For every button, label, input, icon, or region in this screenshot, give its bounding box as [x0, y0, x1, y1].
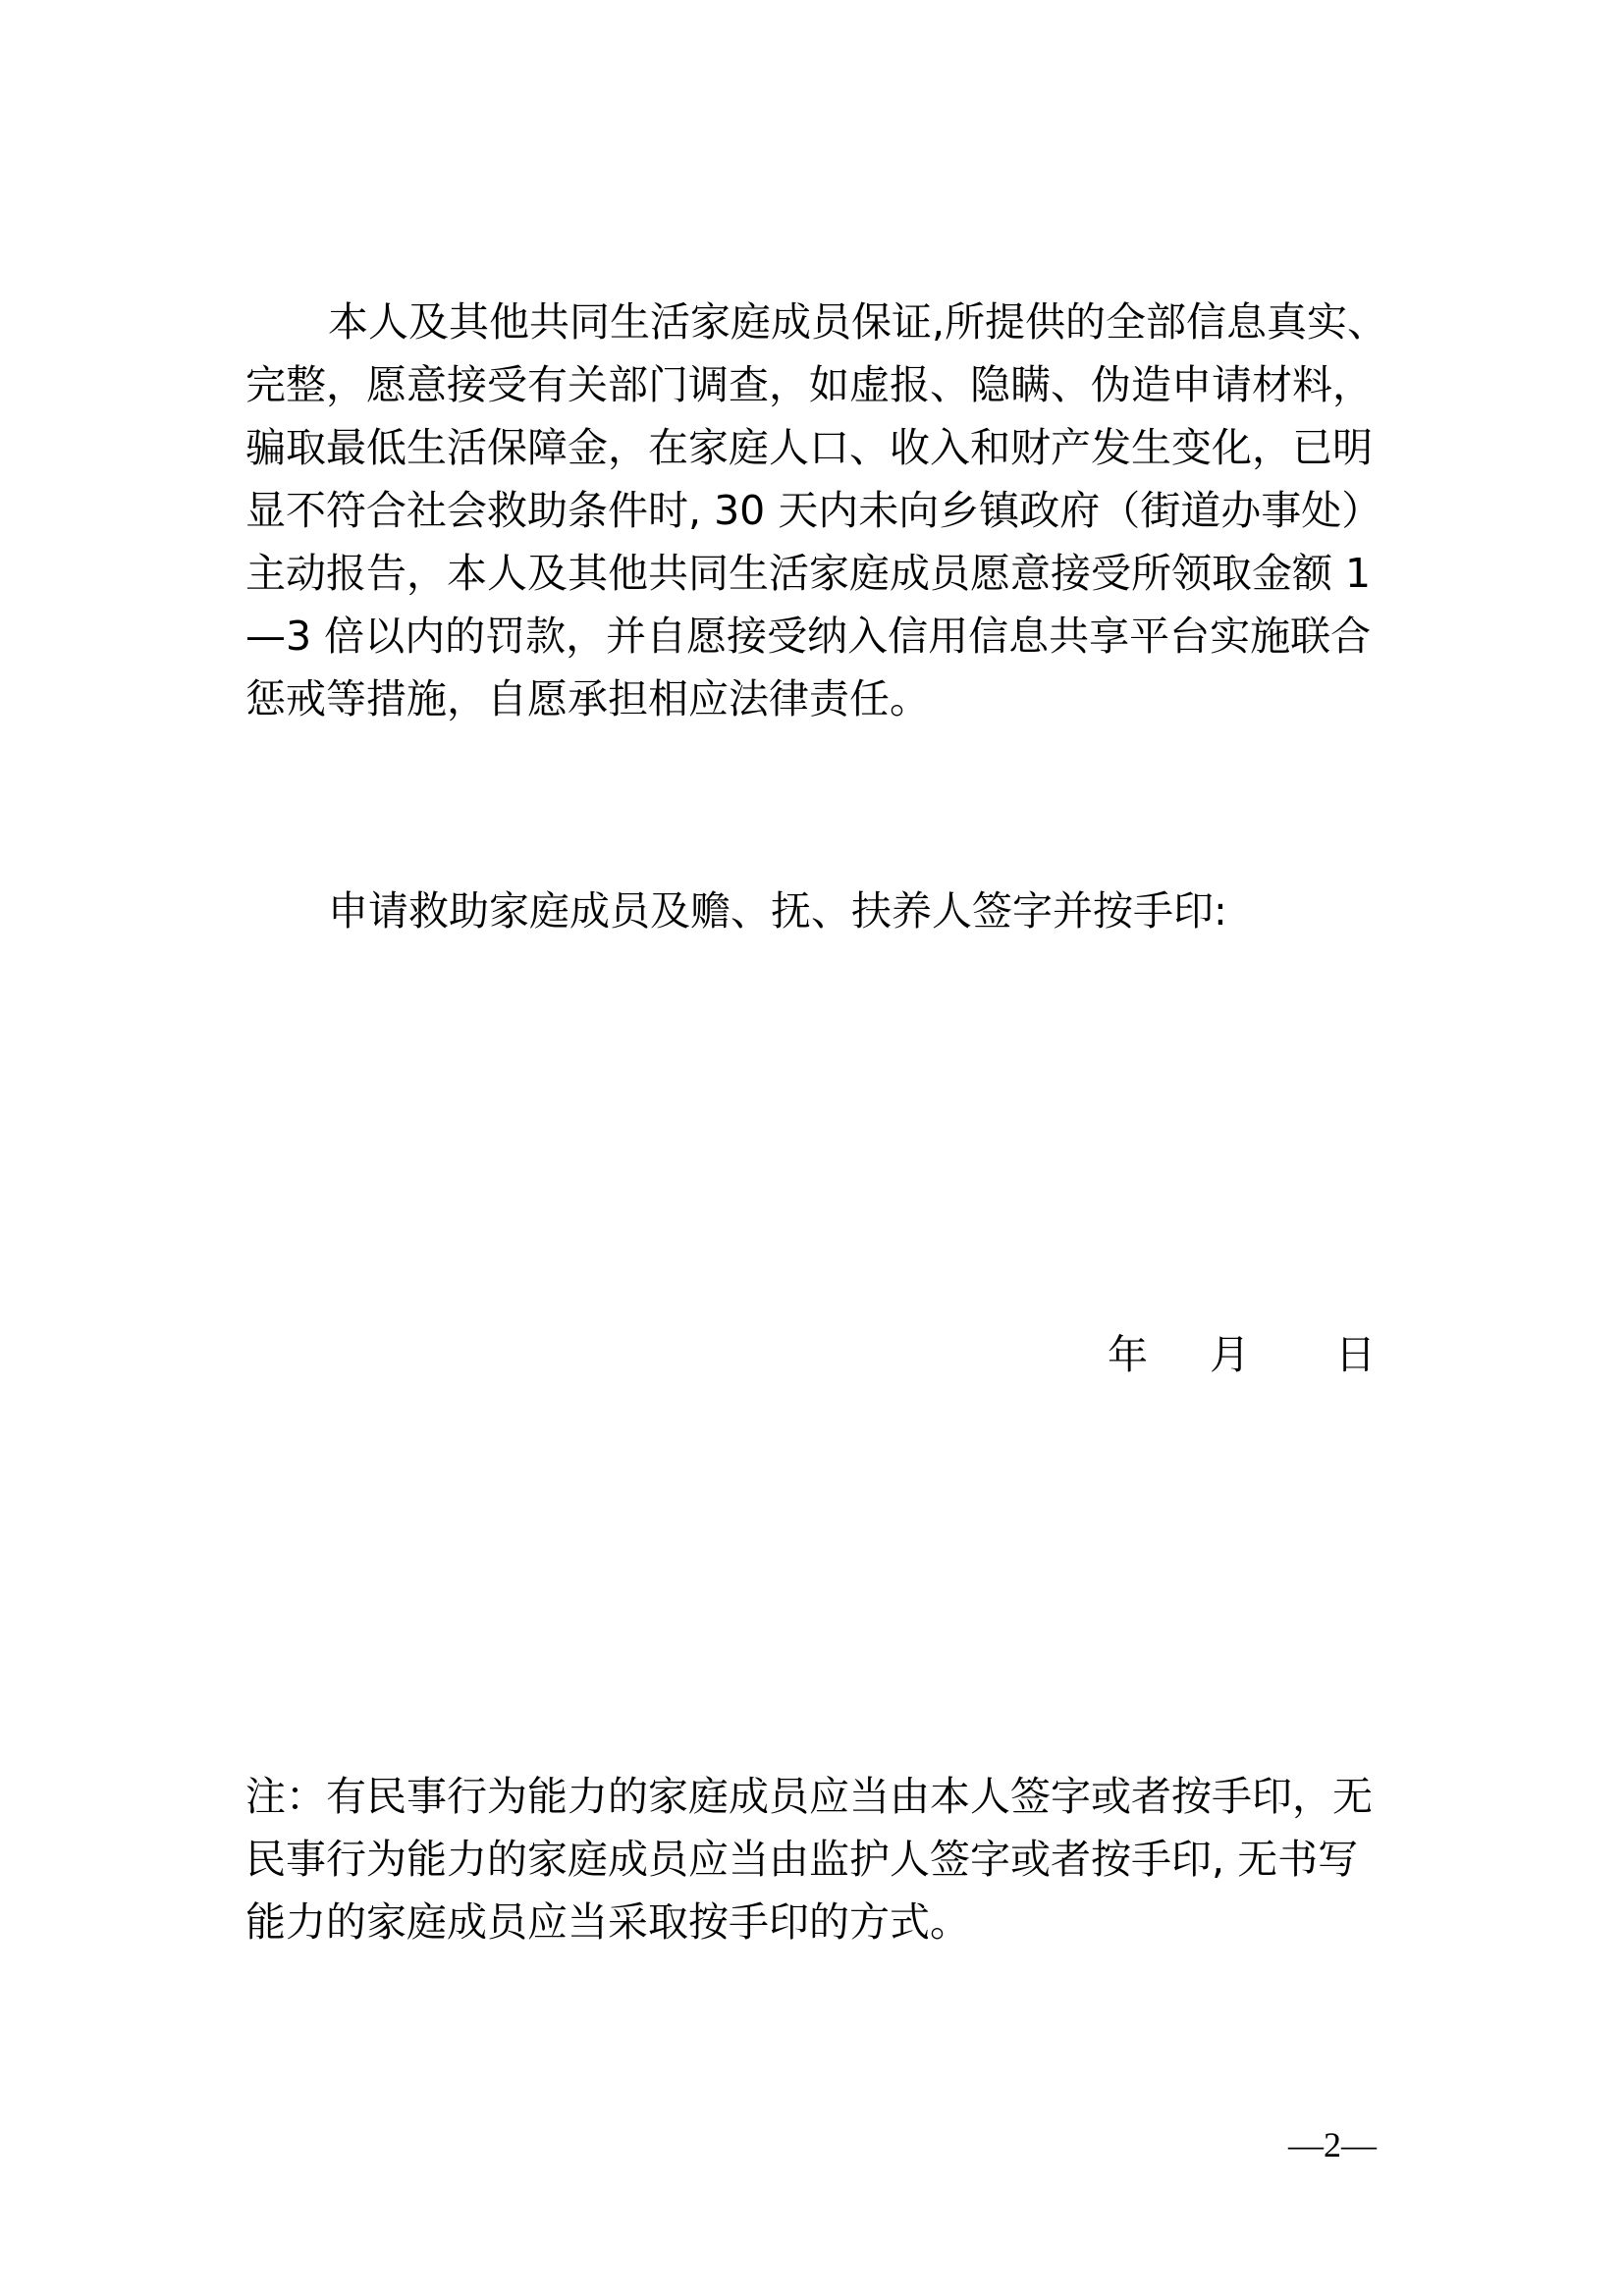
signature-prompt-text: 申请救助家庭成员及赡、抚、扶养人签字并按手印:: [328, 887, 1227, 934]
pledge-line-7: 惩戒等措施，自愿承担相应法律责任。: [245, 675, 930, 722]
pledge-line-1: 本人及其他共同生活家庭成员保证,所提供的全部信息真实、: [328, 298, 1388, 346]
pledge-line-6: —3 倍以内的罚款，并自愿接受纳入信用信息共享平台实施联合: [245, 613, 1372, 660]
signature-prompt: [245, 880, 1394, 942]
pledge-line-3: 骗取最低生活保障金，在家庭人口、收入和财产发生变化，已明: [245, 424, 1373, 471]
note-line-2: 民事行为能力的家庭成员应当由监护人签字或者按手印, 无书写: [245, 1836, 1359, 1883]
date-line: [1108, 1323, 1376, 1386]
note-line-3: 能力的家庭成员应当采取按手印的方式。: [245, 1898, 970, 1946]
date-month-label: 月: [1210, 1331, 1250, 1378]
pledge-line-2: 完整，愿意接受有关部门调查，如虚报、隐瞒、伪造申请材料，: [245, 361, 1373, 408]
date-day-label: 日: [1335, 1331, 1376, 1378]
date-year-label: 年: [1108, 1331, 1148, 1378]
pledge-paragraph: [245, 291, 1394, 730]
note-paragraph: [245, 1765, 1394, 1953]
pledge-line-5: 主动报告，本人及其他共同生活家庭成员愿意接受所领取金额 1: [245, 550, 1372, 597]
page-number: —2—: [1288, 2125, 1377, 2164]
pledge-line-4: 显不符合社会救助条件时, 30 天内未向乡镇政府（街道办事处）: [245, 487, 1382, 534]
note-line-1: 注：有民事行为能力的家庭成员应当由本人签字或者按手印，无: [245, 1773, 1373, 1820]
